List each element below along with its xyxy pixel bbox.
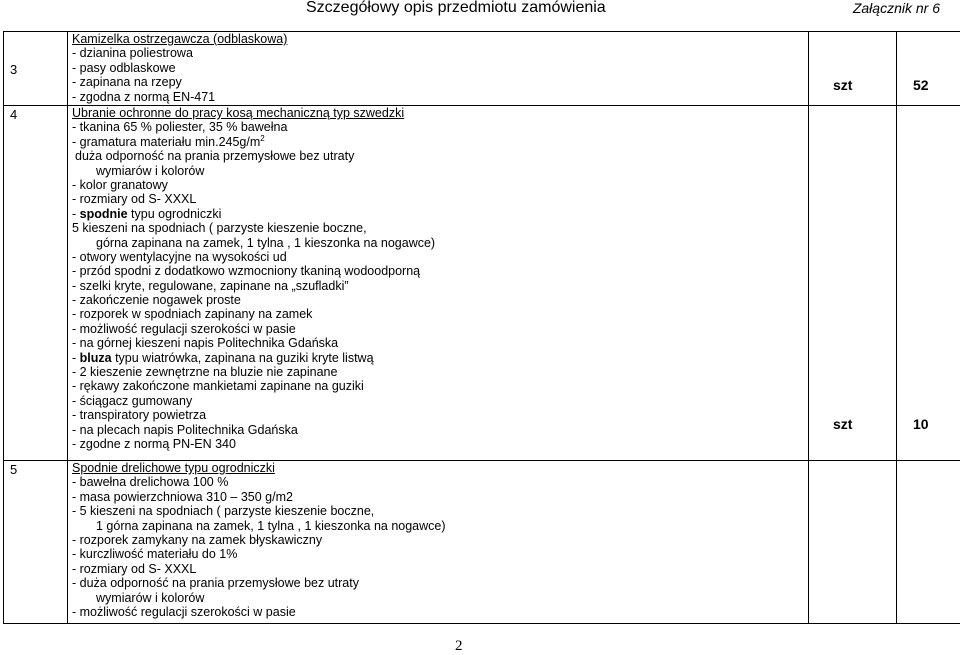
description-line: - możliwość regulacji szerokości w pasie: [72, 322, 808, 336]
description-line: - bawełna drelichowa 100 %: [72, 475, 808, 489]
description-line: - zgodne z normą PN-EN 340: [72, 437, 808, 451]
description-line: - rękawy zakończone mankietami zapinane na guziki: [72, 379, 808, 393]
description-line: wymiarów i kolorów: [72, 591, 808, 605]
table-row: [4, 461, 960, 624]
description-line: duża odporność na prania przemysłowe bez utraty: [72, 149, 808, 163]
description-line: - na górnej kieszeni napis Politechnika Gdańska: [72, 336, 808, 350]
item-number: 5: [4, 461, 67, 477]
item-number-cell: [4, 32, 68, 106]
description-line: górna zapinana na zamek, 1 tylna , 1 kieszonka na nogawce): [72, 236, 808, 250]
description-line: - spodnie typu ogrodniczki: [72, 207, 808, 221]
item-number: 3: [4, 32, 67, 77]
table-row: [4, 32, 960, 106]
quantity-cell: [897, 32, 960, 106]
description-line: - 5 kieszeni na spodniach ( parzyste kieszenie boczne,: [72, 504, 808, 518]
description-line: - 2 kieszenie zewnętrzne na bluzie nie zapinane: [72, 365, 808, 379]
item-number-cell: [4, 106, 68, 461]
description-line: - rozmiary od S- XXXL: [72, 192, 808, 206]
item-heading: Ubranie ochronne do pracy kosą mechaniczną typ szwedzki: [72, 106, 808, 120]
specification-table: [3, 31, 960, 624]
item-description-cell: [68, 461, 809, 624]
item-heading: Spodnie drelichowe typu ogrodniczki: [72, 461, 808, 475]
description-line: - rozporek w spodniach zapinany na zamek: [72, 307, 808, 321]
item-heading: Kamizelka ostrzegawcza (odblaskowa): [72, 32, 808, 46]
description-line: - kolor granatowy: [72, 178, 808, 192]
description-line: - na plecach napis Politechnika Gdańska: [72, 423, 808, 437]
item-description-cell: [68, 32, 809, 106]
description-line: - transpiratory powietrza: [72, 408, 808, 422]
document-title: Szczegółowy opis przedmiotu zamówienia: [306, 0, 606, 17]
unit-cell: [809, 461, 897, 624]
attachment-label: Załącznik nr 6: [853, 0, 940, 16]
unit-value: szt: [809, 32, 896, 93]
quantity-cell: [897, 461, 960, 624]
description-line: - otwory wentylacyjne na wysokości ud: [72, 250, 808, 264]
description-line: - bluza typu wiatrówka, zapinana na guziki kryte listwą: [72, 351, 808, 365]
item-number: 4: [4, 106, 67, 122]
description-line: - dzianina poliestrowa: [72, 46, 808, 60]
description-line: - przód spodni z dodatkowo wzmocniony tkaniną wodoodporną: [72, 264, 808, 278]
description-line: - ściągacz gumowany: [72, 394, 808, 408]
description-line: - tkanina 65 % poliester, 35 % bawełna: [72, 120, 808, 134]
quantity-value: 52: [897, 32, 960, 93]
item-number-cell: [4, 461, 68, 624]
description-line: - gramatura materiału $\min.245g/m^2$: [72, 135, 808, 149]
quantity-cell: [897, 106, 960, 461]
description-line: - szelki kryte, regulowane, zapinane na „szufladki”: [72, 279, 808, 293]
description-line: - zapinana na rzepy: [72, 75, 808, 89]
description-line: - kurczliwość materiału do 1%: [72, 547, 808, 561]
description-line: - pasy odblaskowe: [72, 61, 808, 75]
table-row: [4, 106, 960, 461]
description-line: - możliwość regulacji szerokości w pasie: [72, 605, 808, 619]
superscript: 2: [260, 134, 264, 143]
description-line: - zakończenie nogawek proste: [72, 293, 808, 307]
quantity-value: 10: [897, 106, 960, 432]
description-line: - duża odporność na prania przemysłowe bez utraty: [72, 576, 808, 590]
unit-cell: [809, 32, 897, 106]
description-line: - rozporek zamykany na zamek błyskawiczny: [72, 533, 808, 547]
description-line: 5 kieszeni na spodniach ( parzyste kieszenie boczne,: [72, 221, 808, 235]
description-line: wymiarów i kolorów: [72, 164, 808, 178]
unit-value: szt: [809, 106, 896, 432]
description-line: 1 górna zapinana na zamek, 1 tylna , 1 kieszonka na nogawce): [72, 519, 808, 533]
description-line: - rozmiary od S- XXXL: [72, 562, 808, 576]
description-line: - masa powierzchniowa 310 – 350 g/m2: [72, 490, 808, 504]
page-number: 2: [455, 638, 463, 655]
item-description-cell: [68, 106, 809, 461]
unit-cell: [809, 106, 897, 461]
description-line: - zgodna z normą EN-471: [72, 90, 808, 104]
